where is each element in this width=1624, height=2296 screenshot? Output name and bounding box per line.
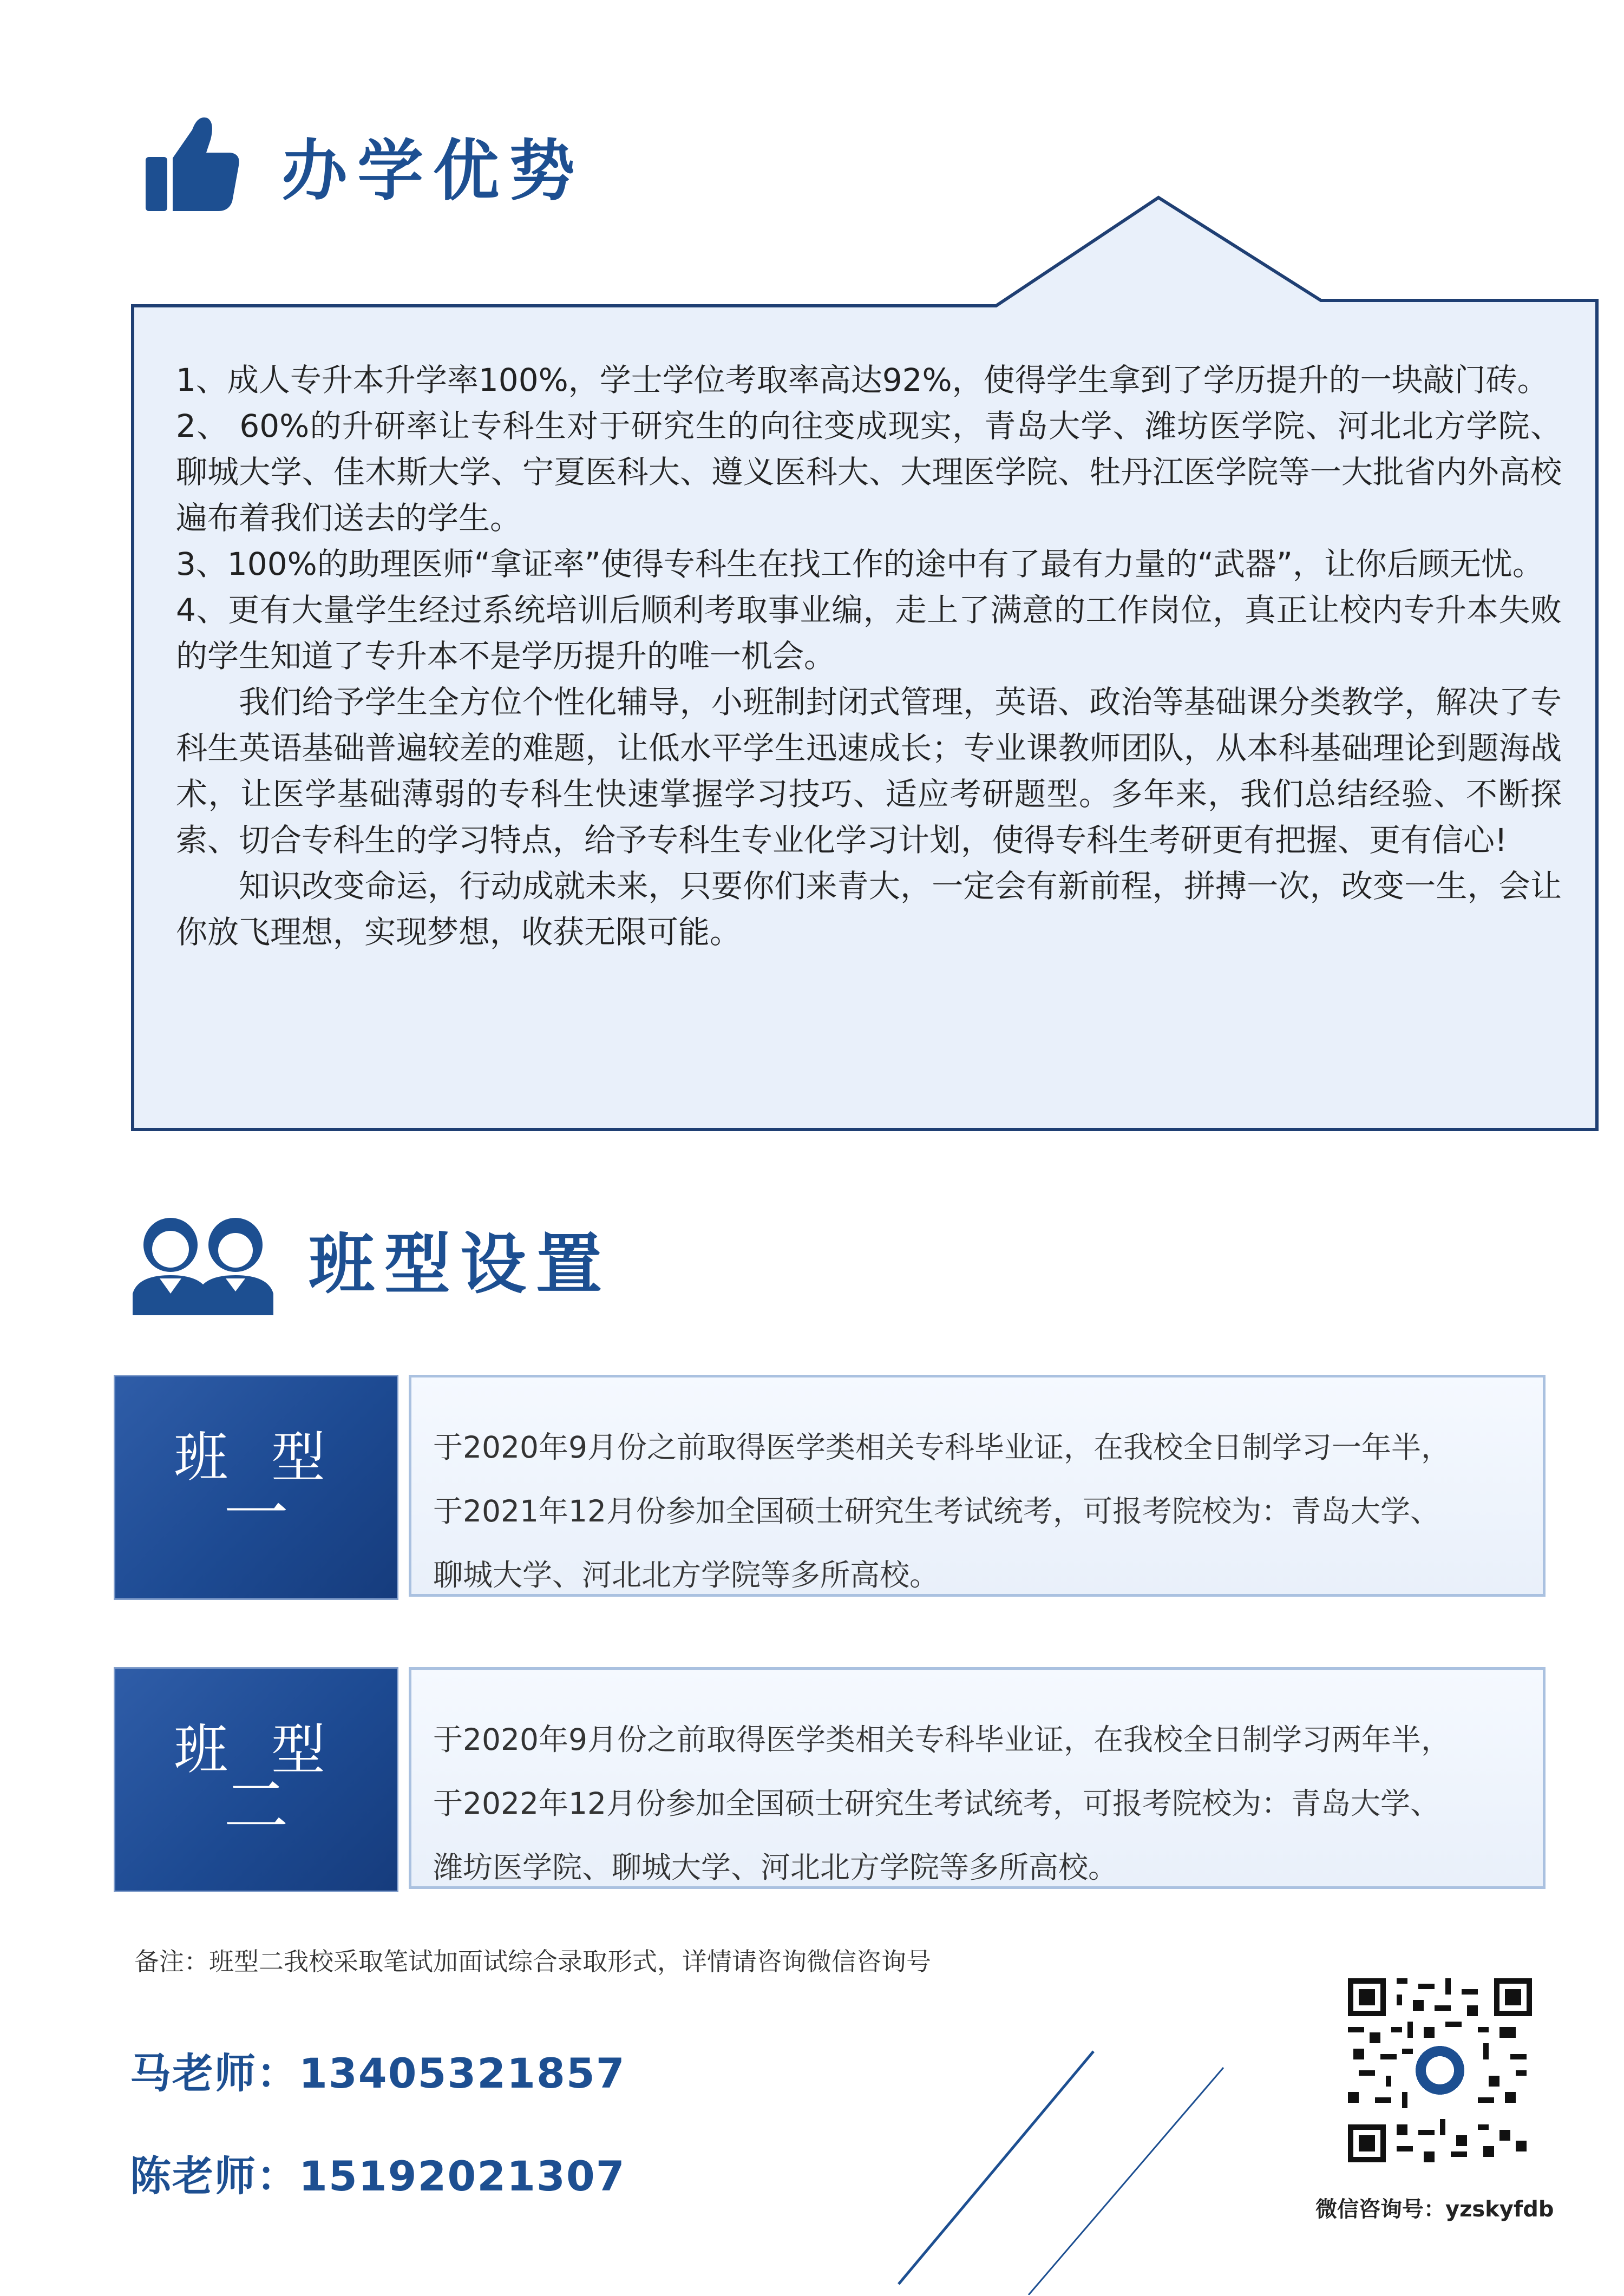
class-type-1-number: 一 (224, 1477, 289, 1552)
section-title-advantages: 办学优势 (281, 133, 585, 209)
class-type-1-line: 于2021年12月份参加全国硕士研究生考试统考，可报考院校为：青岛大学、 (433, 1494, 1440, 1529)
class-type-2-label (114, 1667, 398, 1892)
class-type-2-line: 于2020年9月份之前取得医学类相关专科毕业证，在我校全日制学习两年半， (433, 1722, 1451, 1757)
qr-code-icon (1348, 1978, 1532, 2162)
advantage-item-3: 3、100%的助理医师“拿证率”使得专科生在找工作的途中有了最有力量的“武器”，让你后顾无忧。 (176, 546, 1544, 582)
advantage-item-4: 4、更有大量学生经过系统培训后顺利考取事业编，走上了满意的工作岗位，真正让校内专升本失败的学生知道了专升本不是学历提升的唯一机会。 (176, 592, 1562, 674)
contact-chen (130, 2143, 626, 2202)
wechat-id-label: 微信咨询号：yzskyfdb (1315, 2197, 1554, 2222)
class-type-2-number: 二 (224, 1769, 289, 1844)
advantages-text (176, 357, 1562, 955)
class-type-1-line: 聊城大学、河北北方学院等多所高校。 (433, 1558, 940, 1592)
contact-label: 陈老师： (130, 2152, 299, 2200)
advantage-item-2: 2、 60%的升研率让专科生对于研究生的向往变成现实，青岛大学、潍坊医学院、河北北方学院、聊城大学、佳木斯大学、宁夏医科大、遵义医科大、大理医学院、牡丹江医学院等一大批省内外高校遍布着我们送去的学生。 (176, 408, 1562, 536)
decorative-lines (866, 2046, 1245, 2295)
contact-phone: 15192021307 (299, 2152, 626, 2200)
contact-phone: 13405321857 (299, 2049, 626, 2097)
advantage-paragraph-tutoring: 我们给予学生全方位个性化辅导，小班制封闭式管理，英语、政治等基础课分类教学，解决了专科生英语基础普遍较差的难题，让低水平学生迅速成长；专业课教师团队，从本科基础理论到题海战术，让医学基础薄弱的专科生快速掌握学习技巧、适应考研题型。多年来，我们总结经验、不断探索、切合专科生的学习特点，给予专科生专业化学习计划，使得专科生考研更有把握、更有信心! (176, 684, 1562, 858)
class-type-1-label (114, 1375, 398, 1600)
section-title-class-types: 班型设置 (309, 1226, 612, 1303)
advantage-paragraph-motto: 知识改变命运，行动成就未来，只要你们来青大，一定会有新前程，拼搏一次，改变一生，会让你放飞理想，实现梦想，收获无限可能。 (176, 868, 1562, 950)
advantage-item-1: 1、成人专升本升学率100%，学士学位考取率高达92%，使得学生拿到了学历提升的一块敲门砖。 (176, 362, 1549, 398)
class-type-2-name: 班 型 (174, 1718, 338, 1781)
note-text: 备注：班型二我校采取笔试加面试综合录取形式，详情请咨询微信咨询号 (134, 1947, 931, 1976)
contact-label: 马老师： (130, 2049, 299, 2097)
class-type-1-name: 班 型 (174, 1426, 338, 1489)
contact-ma (130, 2041, 626, 2100)
people-icon (127, 1207, 279, 1315)
class-type-2-line: 潍坊医学院、聊城大学、河北北方学院等多所高校。 (433, 1850, 1118, 1885)
class-type-2-line: 于2022年12月份参加全国硕士研究生考试统考，可报考院校为：青岛大学、 (433, 1786, 1440, 1821)
class-type-1-description (409, 1375, 1546, 1597)
class-type-1-line: 于2020年9月份之前取得医学类相关专科毕业证，在我校全日制学习一年半， (433, 1430, 1451, 1465)
class-type-2-description (409, 1667, 1546, 1889)
